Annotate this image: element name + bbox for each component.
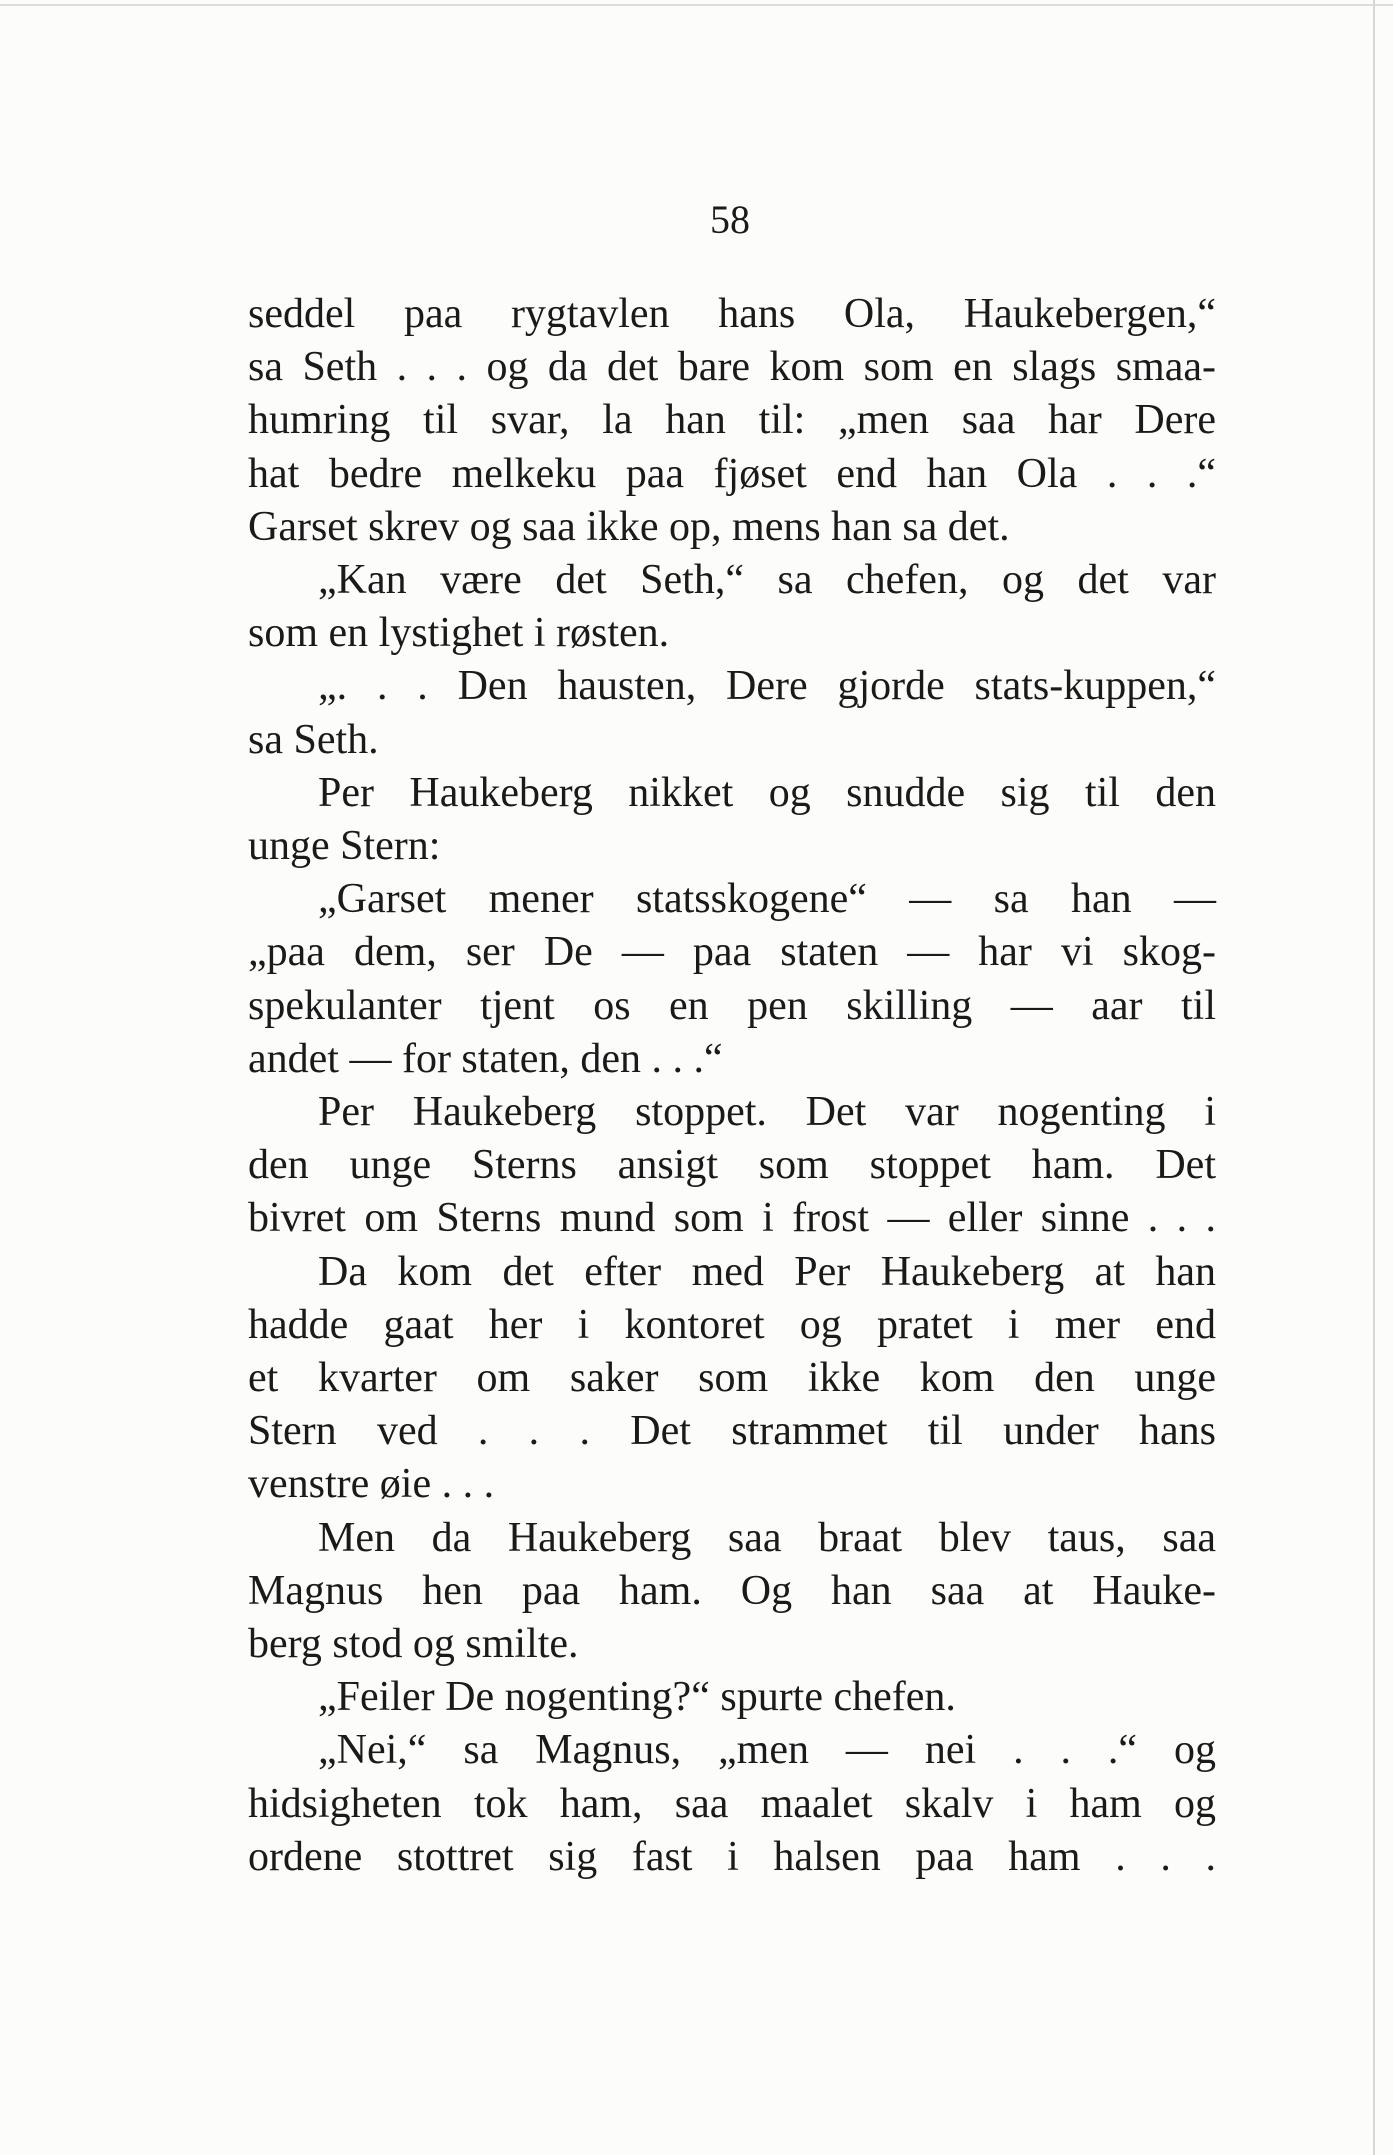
page-right-edge — [1373, 0, 1375, 2155]
text-line: Per Haukeberg nikket og snudde sig til den — [318, 769, 1216, 816]
text-line: Per Haukeberg stoppet. Det var nogenting i — [318, 1089, 1216, 1136]
text-line: den unge Sterns ansigt som stoppet ham. Det — [248, 1142, 1216, 1189]
text-line: seddel paa rygtavlen hans Ola, Haukebergen,“ — [248, 291, 1216, 337]
page-number: 58 — [710, 197, 750, 242]
body-text — [248, 288, 1216, 1884]
text-line: Garset skrev og saa ikke op, mens han sa det. — [248, 503, 1010, 550]
text-line: hat bedre melkeku paa fjøset end han Ola . . .“ — [248, 450, 1216, 497]
text-line: berg stod og smilte. — [248, 1621, 579, 1668]
text-line: et kvarter om saker som ikke kom den unge — [248, 1355, 1216, 1402]
text-line: „Feiler De nogenting?“ spurte chefen. — [318, 1674, 956, 1721]
text-line: Magnus hen paa ham. Og han saa at Hauke- — [248, 1567, 1216, 1614]
text-line: „Garset mener statsskogene“ — sa han — — [318, 876, 1216, 923]
text-line: „paa dem, ser De — paa staten — har vi skog- — [248, 929, 1216, 976]
text-line: hadde gaat her i kontoret og pratet i mer end — [248, 1301, 1216, 1348]
text-line: hidsigheten tok ham, saa maalet skalv i ham og — [248, 1780, 1216, 1827]
text-line: venstre øie . . . — [248, 1461, 495, 1508]
text-line: Da kom det efter med Per Haukeberg at han — [318, 1248, 1216, 1295]
text-line: „Nei,“ sa Magnus, „men — nei . . .“ og — [318, 1727, 1216, 1774]
text-line: som en lystighet i røsten. — [248, 610, 670, 657]
page-top-edge — [0, 4, 1393, 6]
text-line: „. . . Den hausten, Dere gjorde stats-kuppen,“ — [318, 663, 1216, 710]
text-line: andet — for staten, den . . .“ — [248, 1035, 723, 1082]
text-line: ordene stottret sig fast i halsen paa ham . . . — [248, 1833, 1216, 1880]
text-line: Men da Haukeberg saa braat blev taus, saa — [318, 1514, 1216, 1561]
text-line: humring til svar, la han til: „men saa har Dere — [248, 397, 1216, 444]
text-line: bivret om Sterns mund som i frost — eller sinne . . . — [248, 1195, 1216, 1242]
text-line: sa Seth. — [248, 716, 379, 763]
text-line: sa Seth . . . og da det bare kom som en slags smaa- — [248, 344, 1216, 391]
text-line: unge Stern: — [248, 823, 441, 870]
text-line: Stern ved . . . Det strammet til under hans — [248, 1408, 1216, 1455]
text-line: „Kan være det Seth,“ sa chefen, og det var — [318, 557, 1216, 604]
text-line: spekulanter tjent os en pen skilling — aar til — [248, 982, 1216, 1029]
